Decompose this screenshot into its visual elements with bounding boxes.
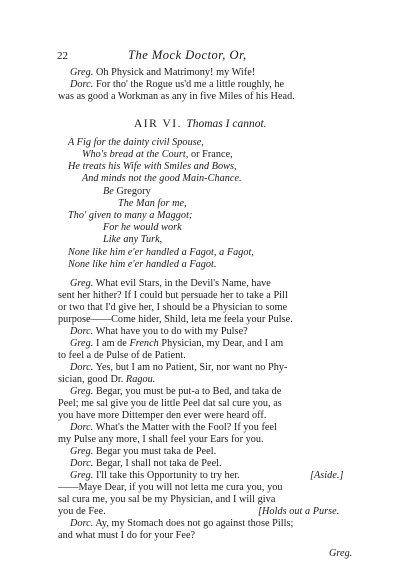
text-line: Greg. Begar, you must be put-a to Bed, and taka de — [70, 386, 282, 397]
text-line: Greg. I am de French Physician, my Dear, and I am — [70, 338, 284, 349]
text-line: Greg. What evil Stars, in the Devil's Name, have — [70, 278, 271, 289]
text-line: purpose——Come hider, Shild, leta me feela your Pulse. — [58, 314, 293, 325]
verse-line: Be Gregory — [103, 186, 151, 197]
text-line: was as good a Workman as any in five Miles of his Head. — [58, 91, 295, 102]
verse-line: Who's bread at the Court, or France, — [82, 149, 233, 160]
running-title: The Mock Doctor, Or, — [128, 48, 247, 62]
page-number: 22 — [57, 50, 68, 62]
text-line: sent her hither? If I could but persuade her to take a Pill — [58, 290, 288, 301]
text-line: you de Fee. — [58, 506, 106, 517]
verse-line: Tho' given to many a Maggot; — [68, 210, 193, 221]
text-line: sal cura me, you sal be my Physician, and I will giva — [58, 494, 276, 505]
verse-line: And minds not the good Main-Chance. — [82, 173, 242, 184]
verse-line: None like him e'er handled a Fagot. — [68, 259, 217, 270]
text-line: ——Maye Dear, if you will not letta me cura you, you — [58, 482, 283, 493]
text-line: Dorc. For tho' the Rogue us'd me a little roughly, he — [70, 79, 285, 90]
verse-line: The Man for me, — [118, 198, 187, 209]
text-line: Greg. I'll take this Opportunity to try her. — [70, 470, 240, 481]
verse-line: A Fig for the dainty civil Spouse, — [68, 137, 204, 148]
text-line: my Pulse any more, I shall feel your Ears for you. — [58, 434, 264, 445]
text-line: and what must I do for your Fee? — [58, 530, 196, 541]
stage-direction: [Holds out a Purse. — [258, 506, 340, 517]
verse-line: None like him e'er handled a Fagot, a Fagot, — [68, 247, 255, 258]
text-line: sician, good Dr. Ragou. — [58, 374, 156, 385]
verse-line: For he would work — [103, 222, 182, 233]
text-line: Dorc. What have you to do with my Pulse? — [70, 326, 248, 337]
text-line: Dorc. Begar, I shall not taka de Peel. — [70, 458, 222, 469]
verse-line: He treats his Wife with Smiles and Bows, — [68, 161, 237, 172]
text-line: Dorc. Yes, but I am no Patient, Sir, nor want no Phy- — [70, 362, 288, 373]
text-line: Greg. Oh Physick and Matrimony! my Wife! — [70, 67, 256, 78]
stage-direction: [Aside.] — [310, 470, 344, 481]
text-line: you have more Dittemper den ever were heard off. — [58, 410, 267, 421]
text-line: Greg. Begar you must taka de Peel. — [70, 446, 217, 457]
text-line: Peel; me sal give you de little Peel dat sal cure you, as — [58, 398, 282, 409]
text-line: Dorc. Ay, my Stomach does not go against those Pills; — [70, 518, 294, 529]
text-line: Dorc. What's the Matter with the Fool? If you feel — [70, 422, 277, 433]
text-line: to feel a de Pulse of de Patient. — [58, 350, 186, 361]
verse-line: Like any Turk, — [103, 234, 163, 245]
catchword: Greg. — [329, 548, 353, 559]
text-line: or two that I'd give her, I should be a Physician to some — [58, 302, 288, 313]
air-heading: AIR VI. Thomas I cannot. — [134, 118, 267, 130]
